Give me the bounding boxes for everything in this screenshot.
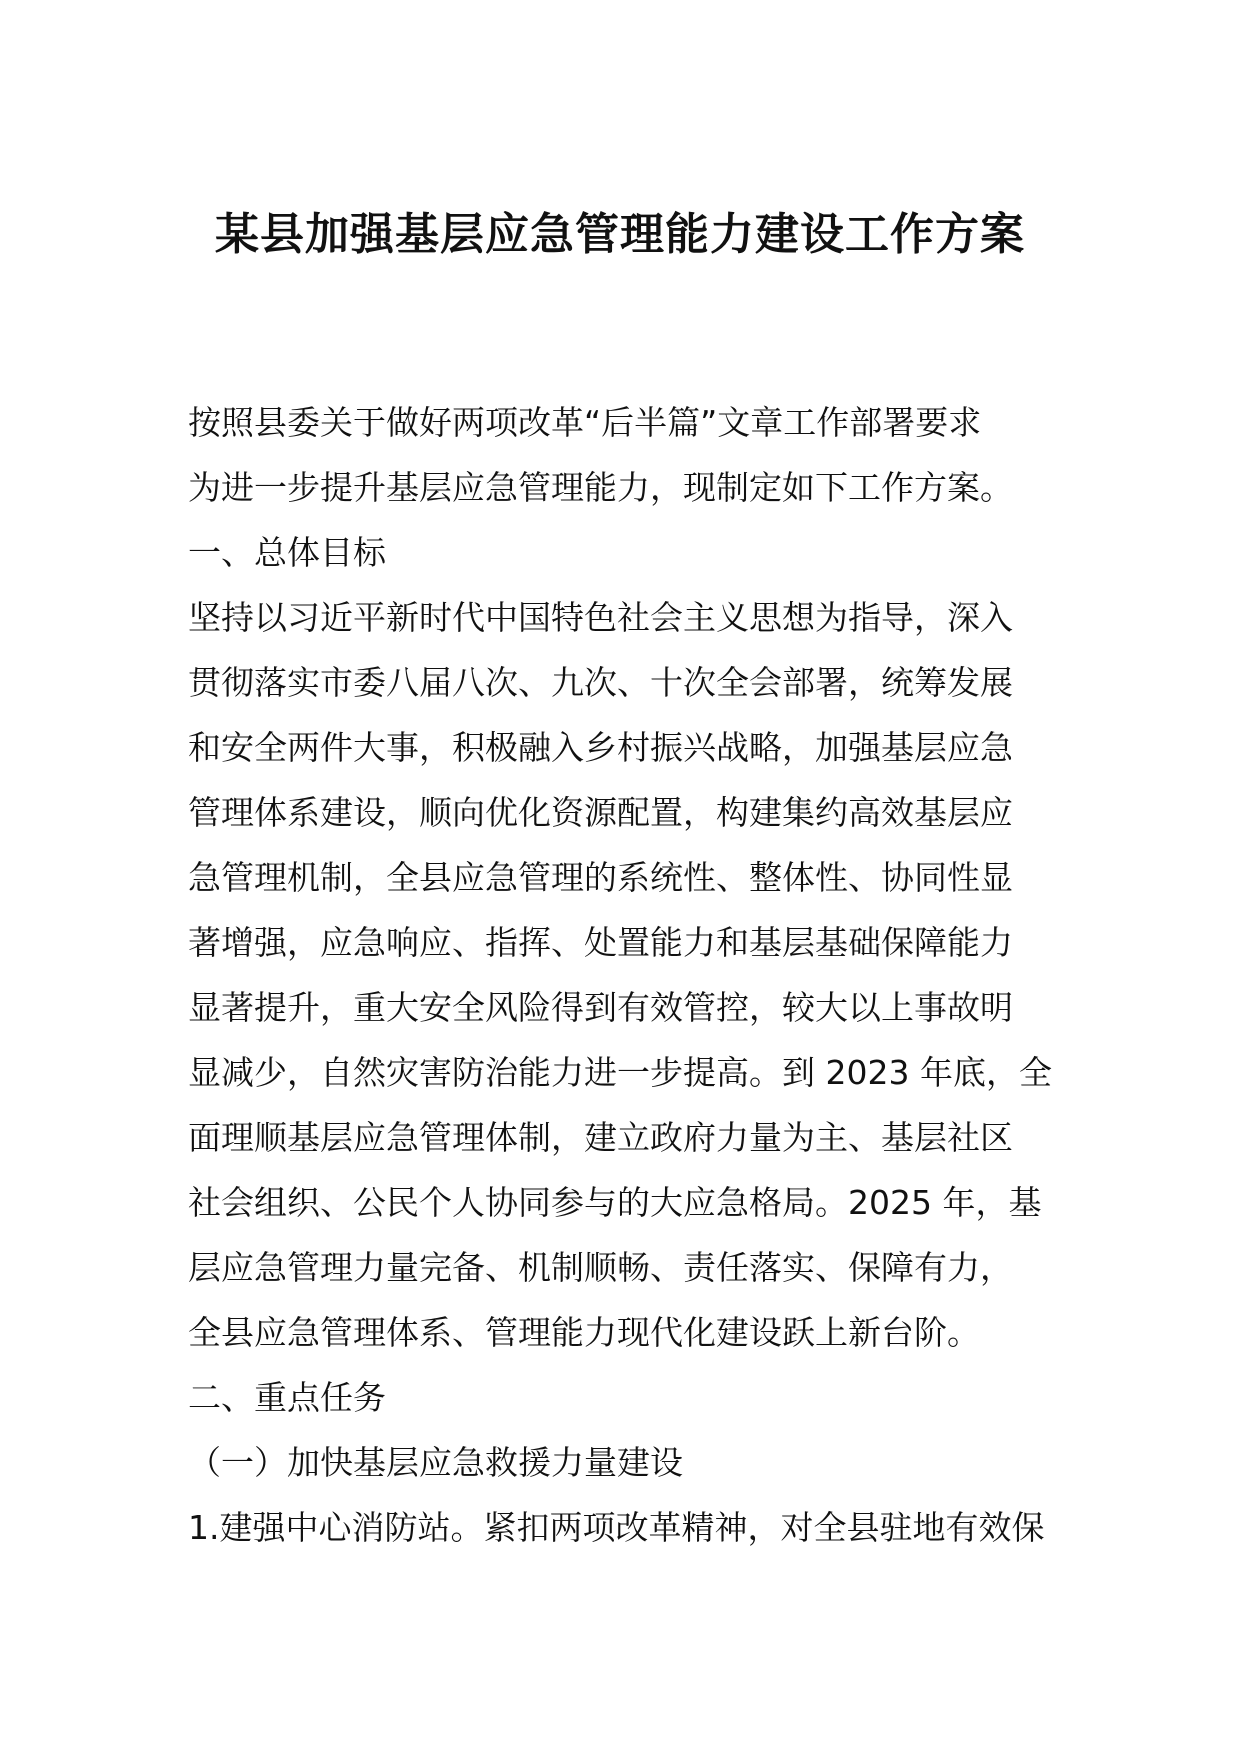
body-line-goals-6: 著增强，应急响应、指挥、处置能力和基层基础保障能力 (188, 923, 1013, 962)
section-heading-overall-goals: 一、总体目标 (188, 533, 386, 572)
body-line-goals-5: 急管理机制，全县应急管理的系统性、整体性、协同性显 (188, 858, 1013, 897)
body-line-goals-2: 贯彻落实市委八届八次、九次、十次全会部署，统筹发展 (188, 663, 1013, 702)
body-line-goals-10: 社会组织、公民个人协同参与的大应急格局。2025 年，基 (188, 1183, 1042, 1222)
document-title: 某县加强基层应急管理能力建设工作方案 (215, 209, 1025, 260)
body-line-goals-4: 管理体系建设，顺向优化资源配置，构建集约高效基层应 (188, 793, 1013, 832)
section-heading-key-tasks: 二、重点任务 (188, 1378, 386, 1417)
body-line-goals-7: 显著提升，重大安全风险得到有效管控，较大以上事故明 (188, 988, 1013, 1027)
body-line-intro-1: 按照县委关于做好两项改革“后半篇”文章工作部署要求 (188, 403, 982, 442)
body-line-goals-3: 和安全两件大事，积极融入乡村振兴战略，加强基层应急 (188, 728, 1013, 767)
body-line-goals-9: 面理顺基层应急管理体制，建立政府力量为主、基层社区 (188, 1118, 1013, 1157)
body-line-goals-8: 显减少，自然灾害防治能力进一步提高。到 2023 年底，全 (188, 1053, 1052, 1092)
body-line-goals-12: 全县应急管理体系、管理能力现代化建设跃上新台阶。 (188, 1313, 980, 1352)
body-line-goals-11: 层应急管理力量完备、机制顺畅、责任落实、保障有力， (188, 1248, 1013, 1287)
subsection-heading-rescue-forces: （一）加快基层应急救援力量建设 (188, 1443, 683, 1482)
document-body (188, 390, 1068, 1560)
body-line-fire-station: 1.建强中心消防站。紧扣两项改革精神，对全县驻地有效保 (188, 1508, 1045, 1547)
body-line-intro-2: 为进一步提升基层应急管理能力，现制定如下工作方案。 (188, 468, 1013, 507)
body-line-goals-1: 坚持以习近平新时代中国特色社会主义思想为指导，深入 (188, 598, 1013, 637)
